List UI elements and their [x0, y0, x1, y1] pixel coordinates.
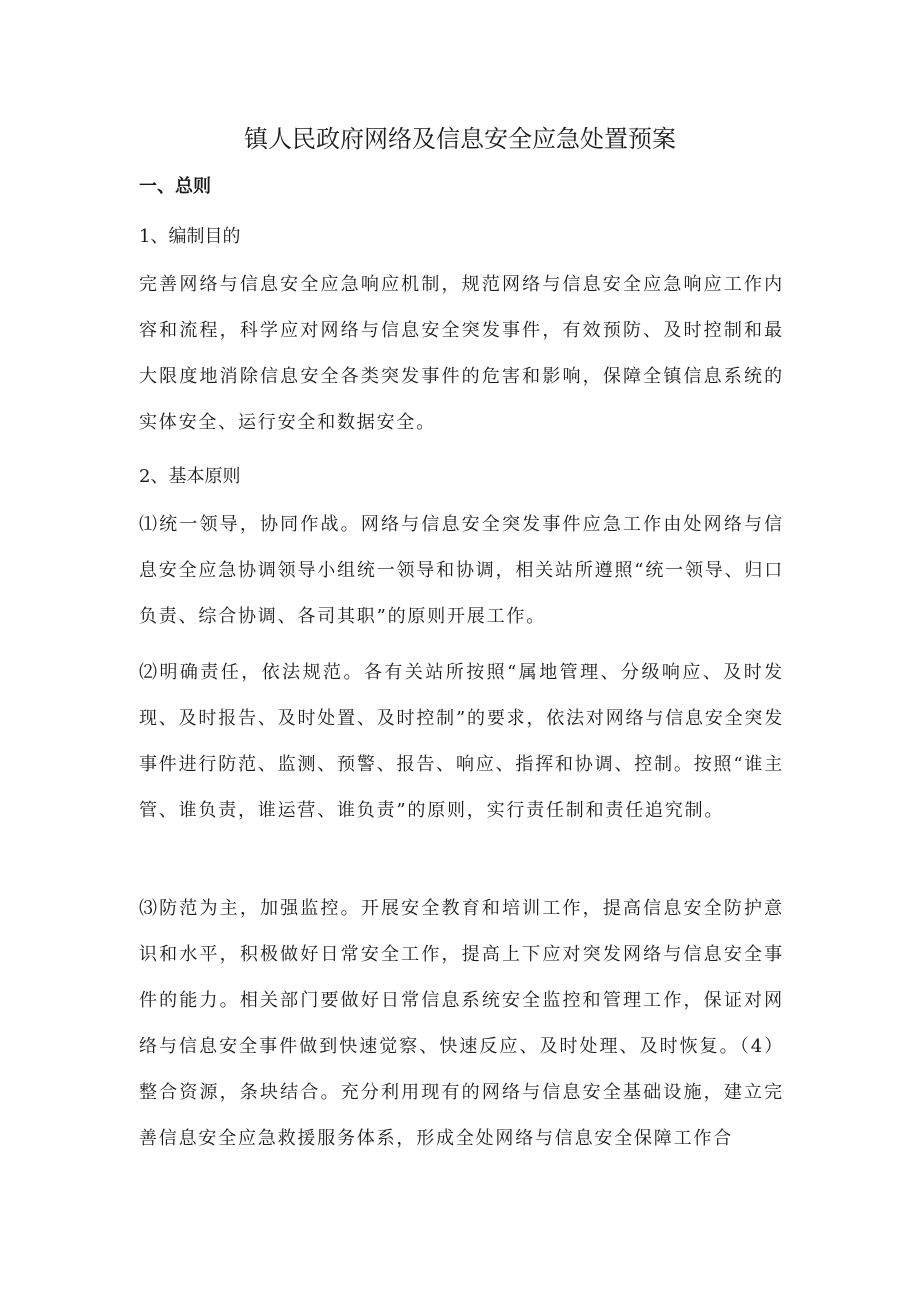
paragraph-purpose: 完善网络与信息安全应急响应机制，规范网络与信息安全应急响应工作内容和流程，科学应对网络与信息安全突发事件，有效预防、及时控制和最大限度地消除信息安全各类突发事件的危害和影响，保障全镇信息系统的实体安全、运行安全和数据安全。: [139, 274, 784, 433]
paragraph-principle-3: ⑶防范为主，加强监控。开展安全教育和培训工作，提高信息安全防护意识和水平，积极做好日常安全工作，提高上下应对突发网络与信息安全事件的能力。相关部门要做好日常信息系统安全监控和管理工作，保证对网络与信息安全事件做到快速觉察、快速反应、及时处理、及时恢复。（4）整合资源，条块结合。充分利用现有的网络与信息安全基础设施，建立完善信息安全应急救援服务体系，形成全处网络与信息安全保障工作合: [139, 898, 784, 1149]
document-title: 镇人民政府网络及信息安全应急处置预案: [244, 125, 676, 153]
paragraph-principle-2: ⑵明确责任，依法规范。各有关站所按照“属地管理、分级响应、及时发现、及时报告、及时处置、及时控制”的要求，依法对网络与信息安全突发事件进行防范、监测、预警、报告、响应、指挥和协调、控制。按照“谁主管、谁负责，谁运营、谁负责”的原则，实行责任制和责任追究制。: [139, 662, 784, 821]
section-heading-general: 一、总则: [139, 176, 211, 197]
subsection-heading-principles: 2、基本原则: [139, 466, 241, 487]
paragraph-principle-1: ⑴统一领导，协同作战。网络与信息安全突发事件应急工作由处网络与信息安全应急协调领导小组统一领导和协调，相关站所遵照“统一领导、归口负责、综合协调、各司其职”的原则开展工作。: [139, 514, 784, 627]
subsection-heading-purpose: 1、编制目的: [139, 226, 241, 247]
